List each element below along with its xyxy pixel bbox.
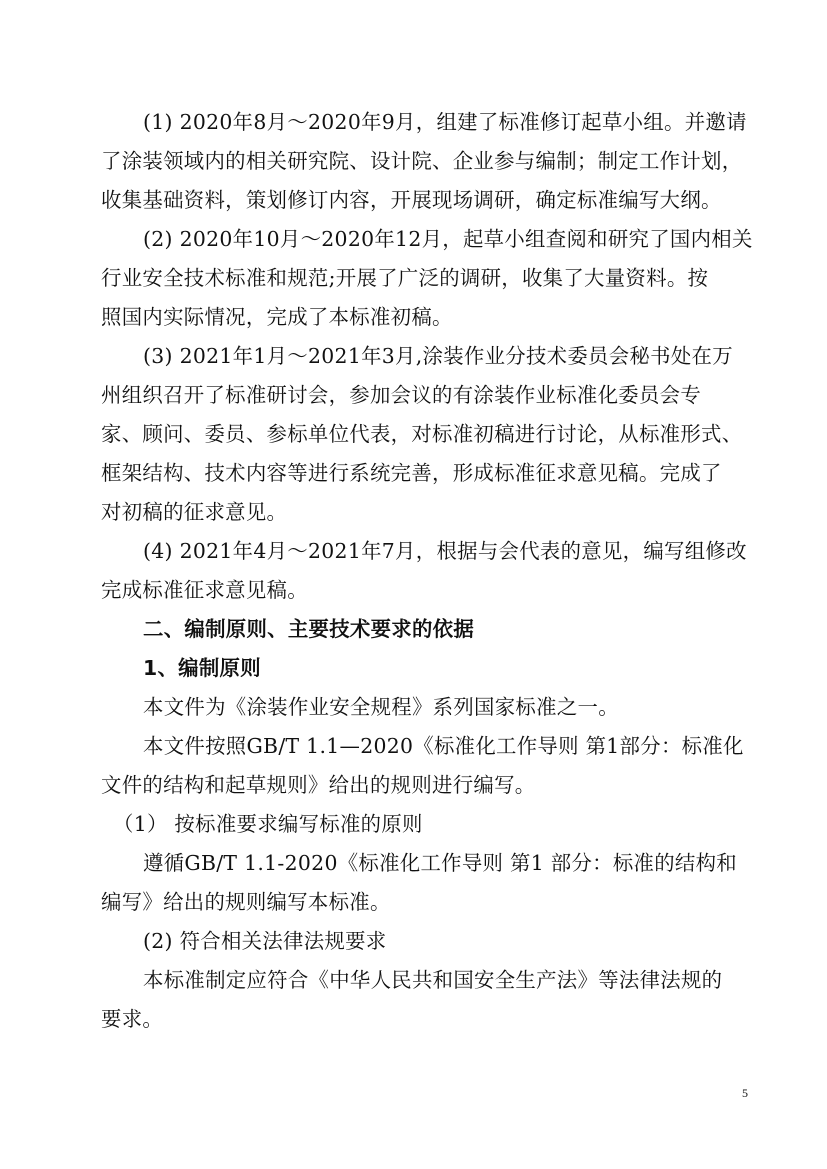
paragraph-line: (1) 2020年8月～2020年9月，组建了标准修订起草小组。并邀请 — [143, 110, 747, 134]
paragraph-line: 本文件按照GB/T 1.1—2020《标准化工作导则 第1部分：标准化 — [143, 734, 744, 758]
paragraph-line: (3) 2021年1月～2021年3月,涂装作业分技术委员会秘书处在万 — [143, 344, 733, 368]
paragraph-line: 了涂装领域内的相关研究院、设计院、企业参与编制；制定工作计划， — [101, 149, 743, 173]
paragraph-line: 收集基础资料，策划修订内容，开展现场调研，确定标准编写大纲。 — [101, 188, 722, 212]
paragraph-line: 遵循GB/T 1.1-2020《标准化工作导则 第1 部分：标准的结构和 — [143, 851, 737, 875]
subsection-heading: 1、编制原则 — [143, 656, 261, 680]
paragraph-line: 本文件为《涂装作业安全规程》系列国家标准之一。 — [143, 695, 619, 719]
paragraph-line: 文件的结构和起草规则》给出的规则进行编写。 — [101, 773, 536, 797]
paragraph-line: 照国内实际情况，完成了本标准初稿。 — [101, 305, 453, 329]
paragraph-line: 行业安全技术标准和规范;开展了广泛的调研，收集了大量资料。按 — [101, 266, 709, 290]
paragraph-line: 框架结构、技术内容等进行系统完善，形成标准征求意见稿。完成了 — [101, 461, 722, 485]
paragraph-line: 州组织召开了标准研讨会，参加会议的有涂装作业标准化委员会专 — [101, 383, 702, 407]
paragraph-line: 本标准制定应符合《中华人民共和国安全生产法》等法律法规的 — [143, 968, 723, 992]
list-item-heading: （1） 按标准要求编写标准的原则 — [113, 812, 423, 836]
section-heading: 二、编制原则、主要技术要求的依据 — [143, 617, 475, 641]
paragraph-line: (2) 2020年10月～2020年12月，起草小组查阅和研究了国内相关 — [143, 227, 753, 251]
list-item-heading: (2) 符合相关法律法规要求 — [143, 929, 387, 953]
paragraph-line: (4) 2021年4月～2021年7月，根据与会代表的意见，编写组修改 — [143, 539, 747, 563]
page-number: 5 — [742, 1086, 748, 1100]
paragraph-line: 编写》给出的规则编写本标准。 — [101, 890, 391, 914]
paragraph-line: 对初稿的征求意见。 — [101, 500, 288, 524]
paragraph-line: 家、顾问、委员、参标单位代表，对标准初稿进行讨论，从标准形式、 — [101, 422, 743, 446]
paragraph-line: 要求。 — [101, 1007, 164, 1031]
paragraph-line: 完成标准征求意见稿。 — [101, 578, 308, 602]
